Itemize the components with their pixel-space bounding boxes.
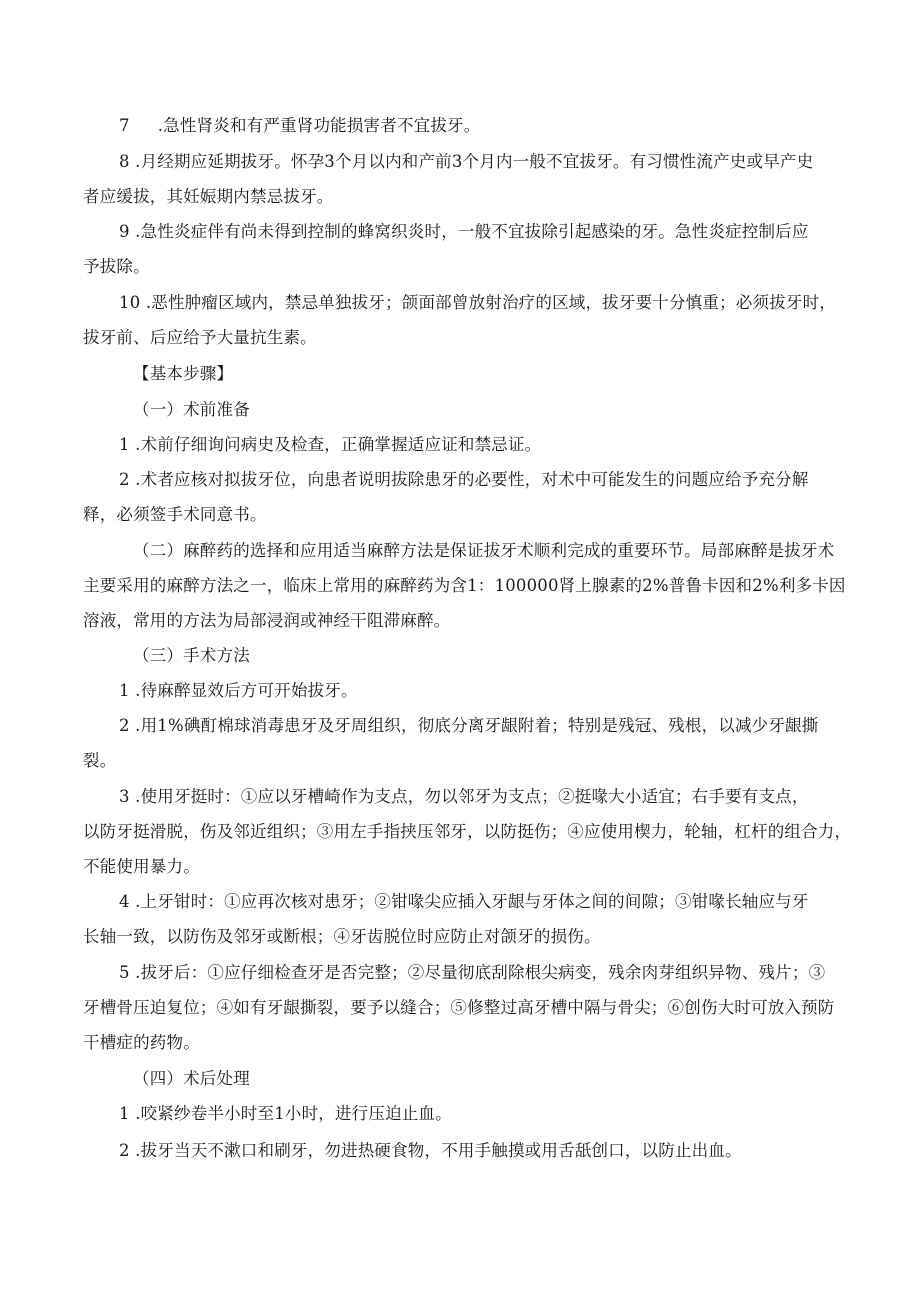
anesthesia-line-2: 主要采用的麻醉方法之一，临床上常用的麻醉药为含1：100000肾上腺素的2%普鲁卡因和2%利多卡因 — [83, 576, 846, 595]
postop-heading: （四）术后处理 — [133, 1069, 250, 1088]
prep-heading: （一）术前准备 — [133, 400, 250, 419]
section-heading — [83, 356, 843, 391]
anesthesia-line-1: （二）麻醉药的选择和应用适当麻醉方法是保证拔牙术顺利完成的重要环节。局部麻醉是拔牙术 — [133, 541, 835, 560]
item-8 — [83, 144, 843, 214]
method-step-4 — [83, 884, 843, 954]
item-8-line-1: 8 .月经期应延期拔牙。怀孕3个月以内和产前3个月内一般不宜拔牙。有习惯性流产史或早产史 — [119, 152, 814, 171]
method-step-4-line-2: 长轴一致，以防伤及邻牙或断根；④牙齿脱位时应防止对颌牙的损伤。 — [83, 927, 601, 946]
method-step-2 — [83, 708, 843, 778]
postop-step-1: 1 .咬紧纱卷半小时至1小时，进行压迫止血。 — [119, 1104, 452, 1123]
item-7-text: .急性肾炎和有严重肾功能损害者不宜拔牙。 — [157, 116, 481, 135]
method-step-3-line-2: 以防牙挺滑脱，伤及邻近组织；③用左手指挟压邻牙，以防挺伤；④应使用楔力，轮轴，杠杆的组合力， — [83, 822, 852, 841]
method-heading: （三）手术方法 — [133, 646, 250, 665]
item-9-line-1: 9 .急性炎症伴有尚未得到控制的蜂窝织炎时，一般不宜拔除引起感染的牙。急性炎症控制后应 — [119, 222, 809, 241]
method-step-3-line-1: 3 .使用牙挺时：①应以牙槽崎作为支点，勿以邻牙为支点；②挺喙大小适宜；右手要有支点， — [119, 787, 809, 806]
item-9 — [83, 214, 843, 284]
postop-step-2: 2 .拔牙当天不漱口和刷牙，勿进热硬食物，不用手触摸或用舌舐创口，以防止出血。 — [119, 1141, 742, 1160]
method-step-4-line-1: 4 .上牙钳时：①应再次核对患牙；②钳喙尖应插入牙龈与牙体之间的间隙；③钳喙长轴应与牙 — [119, 892, 809, 911]
method-step-5-line-1: 5 .拔牙后：①应仔细检查牙是否完整；②尽量彻底刮除根尖病变，残余肉芽组织异物、残片；③ — [119, 963, 826, 982]
anesthesia-line-3: 溶液，常用的方法为局部浸润或神经干阻滞麻醉。 — [83, 611, 451, 630]
method-step-2-line-1: 2 .用1%碘酊棉球消毒患牙及牙周组织，彻底分离牙龈附着；特别是残冠、残根，以减少牙龈撕 — [119, 716, 819, 735]
prep-step-1: 1 .术前仔细询问病史及检查，正确掌握适应证和禁忌证。 — [119, 435, 542, 454]
item-10-line-2: 拔牙前、后应给予大量抗生素。 — [83, 328, 317, 347]
method-step-5-line-3: 干槽症的药物。 — [83, 1033, 200, 1052]
item-10 — [83, 285, 843, 355]
item-7 — [83, 108, 843, 143]
prep-step-2-line-1: 2 .术者应核对拟拔牙位，向患者说明拔除患牙的必要性，对术中可能发生的问题应给予充分解 — [119, 470, 809, 489]
item-8-line-2: 者应缓拔，其妊娠期内禁忌拔牙。 — [83, 187, 334, 206]
item-10-line-1: 10 .恶性肿瘤区域内，禁忌单独拔牙；颌面部曾放射治疗的区域，拔牙要十分慎重；必须拔牙时， — [119, 293, 836, 312]
item-7-number: 7 — [119, 116, 130, 135]
prep-step-2 — [83, 462, 843, 532]
method-step-5-line-2: 牙槽骨压迫复位；④如有牙龈撕裂，要予以缝合；⑤修整过高牙槽中隔与骨尖；⑥创伤大时可放入预防 — [83, 998, 835, 1017]
item-9-line-2: 予拔除。 — [83, 257, 150, 276]
method-step-3 — [83, 779, 852, 884]
anesthesia-paragraph — [83, 533, 846, 638]
basic-steps-heading: 【基本步骤】 — [133, 364, 234, 383]
method-step-3-line-3: 不能使用暴力。 — [83, 857, 200, 876]
method-step-5 — [83, 955, 843, 1060]
method-step-2-line-2: 裂。 — [83, 751, 117, 770]
method-step-1: 1 .待麻醉显效后方可开始拔牙。 — [119, 681, 358, 700]
prep-step-2-line-2: 释，必须签手术同意书。 — [83, 505, 267, 524]
